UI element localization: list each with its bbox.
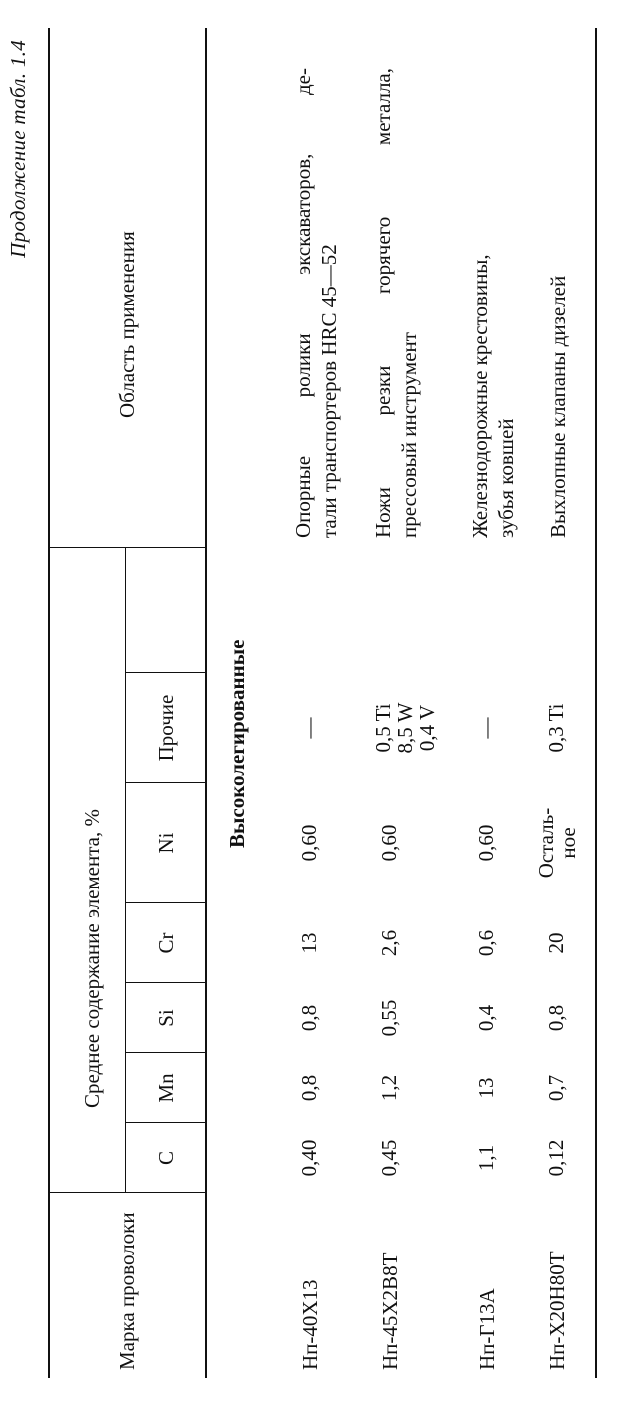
row-2-other-w: 8,5 W	[393, 702, 417, 754]
row-3-application	[467, 68, 519, 538]
header-wire-grade: Марка проволоки	[115, 1212, 139, 1370]
row-4-si: 0,8	[544, 1004, 568, 1032]
row-2-application-line-1: Ножи резки горячего металла,	[371, 68, 395, 538]
row-3-application-line-2: зубья ковшей	[494, 418, 518, 538]
subheader-rule	[125, 548, 126, 1193]
row-1-mn: 0,8	[297, 1074, 321, 1102]
row-3-c: 1,1	[474, 1144, 498, 1172]
row-4-mn: 0,7	[544, 1074, 568, 1102]
row-1-si: 0,8	[297, 1004, 321, 1032]
row-2-application	[370, 68, 422, 538]
row-3-application-line-1: Железнодорожные крестовины,	[468, 254, 492, 538]
row-1-application-line-2: тали транспортеров HRC 45—52	[317, 244, 341, 538]
header-el-c: C	[154, 1151, 178, 1166]
continuation-caption: Продолжение табл. 1.4	[6, 40, 30, 258]
row-4-ni: Осталь-ное	[534, 807, 580, 879]
header-el-si: Si	[154, 1009, 178, 1027]
row-3-cr: 0,6	[474, 929, 498, 957]
row-3-grade: Нп-Г13А	[475, 1288, 499, 1370]
header-bottom-rule	[205, 28, 207, 1378]
row-3-mn: 13	[474, 1077, 498, 1099]
row-1-cr: 13	[297, 932, 321, 954]
row-4-cr: 20	[544, 932, 568, 954]
header-separator-grade	[48, 1192, 205, 1193]
header-el-mn: Mn	[154, 1073, 178, 1103]
header-average-content: Среднее содержание элемента, %	[80, 809, 104, 1108]
row-4-application-line-1: Выхлопные клапаны дизелей	[546, 275, 570, 538]
row-3-si: 0,4	[474, 1004, 498, 1032]
section-title: Высоколегированные	[225, 639, 249, 848]
row-1-c: 0,40	[297, 1139, 321, 1177]
row-1-application	[290, 68, 342, 538]
row-2-cr: 2,6	[377, 929, 401, 957]
row-2-ni: 0,60	[377, 824, 401, 862]
row-4-c: 0,12	[544, 1139, 568, 1177]
row-4-application	[545, 68, 571, 538]
row-1-application-line-1: Опорные ролики экскаваторов, де-	[291, 68, 315, 538]
header-separator-application	[48, 547, 205, 548]
row-3-other: —	[474, 717, 498, 739]
row-4-other: 0,3 Ti	[544, 703, 568, 753]
row-1-grade: Нп-40Х13	[298, 1279, 322, 1370]
row-1-other: —	[297, 717, 321, 739]
header-el-cr: Cr	[154, 932, 178, 954]
table-bottom-rule	[595, 28, 597, 1378]
table-top-rule	[48, 28, 50, 1378]
row-2-grade: Нп-45Х2В8Т	[378, 1252, 402, 1370]
row-2-application-line-2: прессовый инструмент	[397, 332, 421, 538]
row-2-other	[372, 673, 438, 783]
header-el-other: Прочие	[154, 694, 178, 762]
row-1-ni: 0,60	[297, 824, 321, 862]
header-application: Область применения	[115, 231, 139, 418]
row-3-ni: 0,60	[474, 824, 498, 862]
row-2-other-ti: 0,5 Ti	[371, 703, 395, 753]
row-2-other-v: 0,4 V	[415, 704, 439, 752]
row-2-c: 0,45	[377, 1139, 401, 1177]
row-4-grade: Нп-Х20Н80Т	[545, 1251, 569, 1370]
row-2-si: 0,55	[377, 999, 401, 1037]
header-el-ni: Ni	[154, 832, 178, 854]
row-2-mn: 1,2	[377, 1074, 401, 1102]
